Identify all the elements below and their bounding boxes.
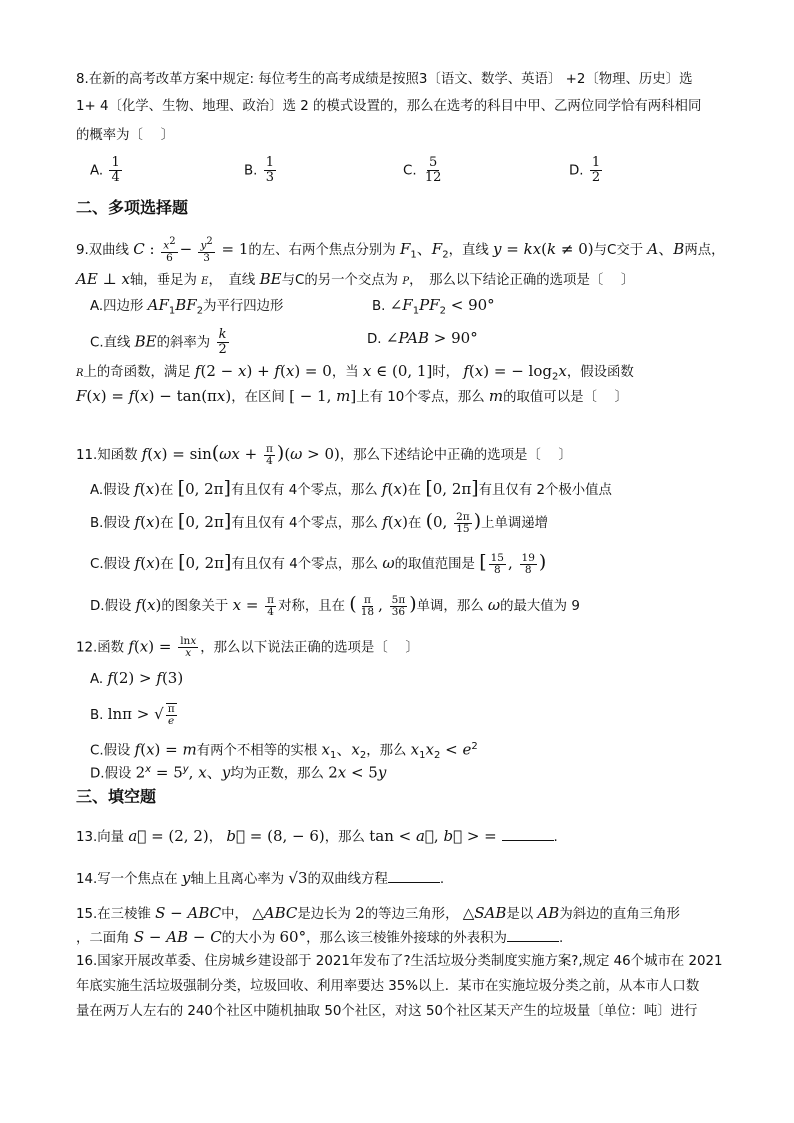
q9-line2: AE ⊥ x轴，垂足为 E， 直线 BE与C的另一个交点为 P， 那么以下结论正确的选项是〔 〕 (76, 270, 635, 288)
q9-line1: 9.双曲线 C : $\frac{x^2}{6}$ − $\frac{y^2}{3}$ = 1的左、右两个焦点分别为 $F_1$、$F_2$，直线 y = kx(k ≠ 0)与C交于 A、B两点， (76, 236, 725, 264)
q9-option-a: A.四边形 $AF_1BF_2$为平行四边形 (90, 296, 284, 317)
q12-option-c: C.假设 f(x) = m有两个不相等的实根 $x_1$、$x_2$，那么 $x_1x_2 < e^2$ (90, 740, 478, 762)
q16-line2: 年底实施生活垃圾强制分类，垃圾回收、利用率要达 35%以上．某市在实施垃圾分类之前，从本市人口数 (76, 979, 700, 994)
q15-line2: ，二面角 S − AB − C的大小为 60°，那么该三棱锥外接球的外表积为 . (76, 928, 564, 946)
q12-option-d: D.假设 $2^x = 5^y$, x、y均为正数，那么 2x < 5y (90, 763, 387, 782)
q10-line1: R上的奇函数，满足 f(2 − x) + f(x) = 0，当 x ∈ (0, 1]时， f(x) = − $\log_2x$，假设函数 (76, 362, 634, 383)
q15-answer-blank[interactable] (507, 927, 559, 942)
q13-line: 13.向量 a⃗ = (2, 2)， b⃗ = (8, − 6)，那么 tan < a⃗, b⃗ > = . (76, 827, 558, 845)
section-heading-fill-in: 三、填空题 (76, 787, 157, 806)
q8-line3: 的概率为〔 〕 (76, 128, 174, 143)
q9-option-b: B. $\angle F_1PF_2 < 90^\circ$ (372, 296, 495, 317)
q14-answer-blank[interactable] (388, 868, 440, 883)
q16-line1: 16.国家开展改革委、住房城乡建设部于 2021年发布了?生活垃圾分类制度实施方案?,规定 46个城市在 2021 (76, 954, 723, 969)
q8-option-a: A. $\frac{1}{4}$ (90, 155, 120, 185)
q9-option-c: C.直线 BE的斜率为 $\frac{k}{2}$ (90, 327, 227, 357)
q13-answer-blank[interactable] (502, 826, 554, 841)
q14-line: 14.写一个焦点在 y轴上且离心率为 √3的双曲线方程 . (76, 869, 445, 887)
q8-option-c: C. $\frac{5}{12}$ (403, 155, 442, 185)
q12-option-b: B. lnπ > √ $\frac{\pi}{e}$ (90, 703, 175, 727)
q12-option-a: A. f(2) > f(3) (90, 669, 184, 687)
q11-option-c: C.假设 f(x)在 [0, 2π]有且仅有 4个零点，那么 ω的取值范围是 [ $\frac{15}{8}$ , $\frac{19}{8}$ ) (90, 551, 547, 576)
q11-stem: 11.知函数 f(x) = sin(ωx + $\frac{\pi}{4}$ )(ω > 0)，那么下述结论中正确的选项是〔 〕 (76, 442, 572, 467)
q8-option-b: B. $\frac{1}{3}$ (244, 155, 274, 185)
q8-line1: 8.在新的高考改革方案中规定: 每位考生的高考成绩是按照3〔语文、数学、英语〕 +2〔物理、历史〕选 (76, 72, 693, 87)
q11-option-a: A.假设 f(x)在 [0, 2π]有且仅有 4个零点，那么 f(x)在 [0, 2π]有且仅有 2个极小值点 (90, 477, 612, 499)
q11-option-d: D.假设 f(x)的图象关于 x = $\frac{\pi}{4}$ 对称，且在 ( $\frac{\pi}{18}$ , $\frac{5\pi}{36}$ )单调，那么 ω的最大值为 9 (90, 593, 580, 618)
q11-option-b: B.假设 f(x)在 [0, 2π]有且仅有 4个零点，那么 f(x)在 (0, $\frac{2\pi}{15}$ )上单调递增 (90, 510, 549, 535)
q16-line3: 量在两万人左右的 240个社区中随机抽取 50个社区，对这 50个社区某天产生的垃圾量〔单位：吨〕进行 (76, 1004, 698, 1019)
q8-option-d: D. $\frac{1}{2}$ (569, 155, 601, 185)
q8-line2: 1+ 4〔化学、生物、地理、政治〕选 2 的模式设置的，那么在选考的科目中甲、乙两位同学恰有两科相同 (76, 99, 702, 114)
q9-option-d: D. ∠PAB > 90° (367, 329, 478, 347)
section-heading-multiple-choice: 二、多项选择题 (76, 198, 189, 217)
q12-stem: 12.函数 f(x) = $\frac{\ln x}{x}$ ，那么以下说法正确的选项是〔 〕 (76, 635, 419, 659)
q15-line1: 15.在三棱锥 S − ABC中， △ABC是边长为 2的等边三角形， △SAB是以 AB为斜边的直角三角形 (76, 904, 680, 922)
q10-line2: F(x) = f(x) − tan(πx)，在区间 [ − 1, m]上有 10个零点，那么 m的取值可以是〔 〕 (76, 387, 628, 405)
